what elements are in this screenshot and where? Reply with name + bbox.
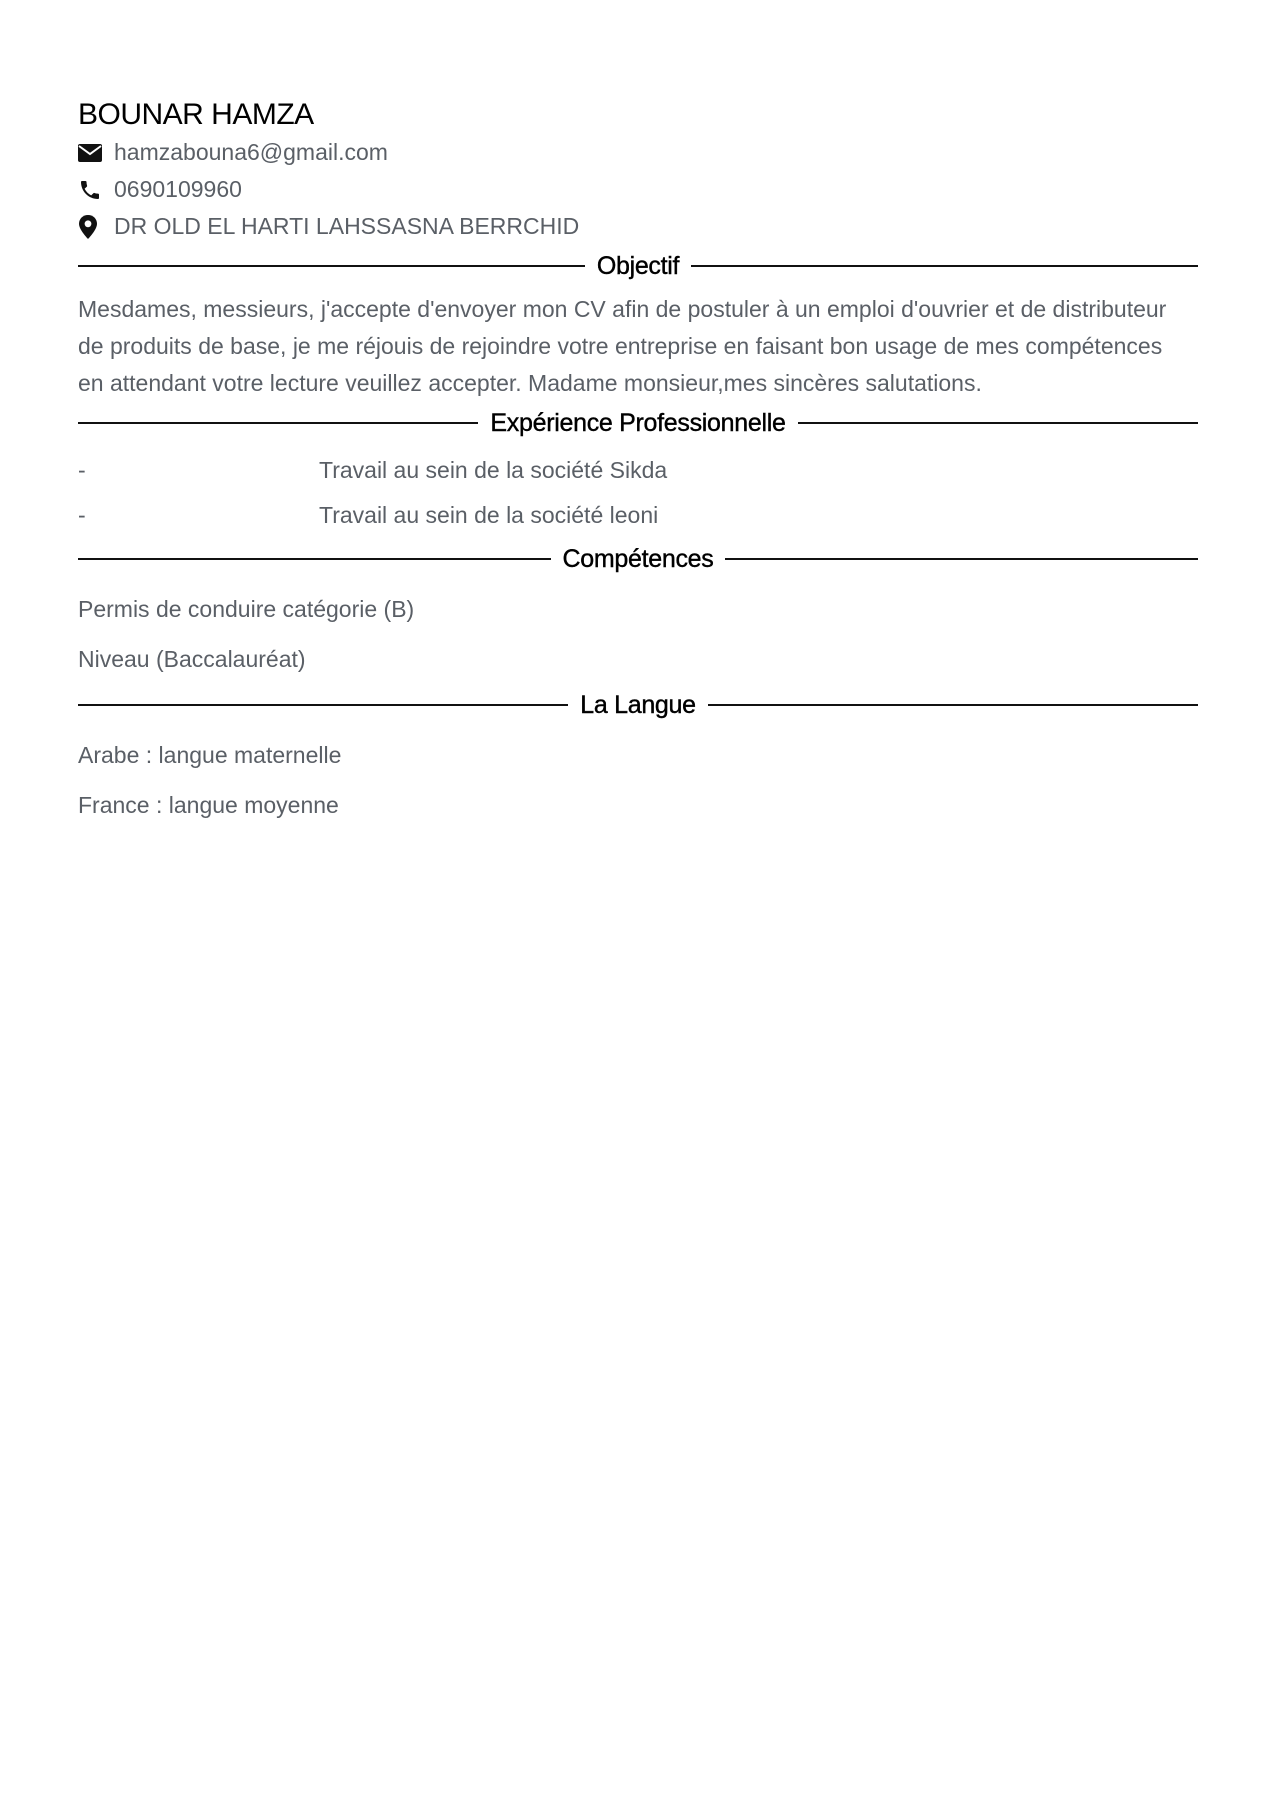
divider-left <box>78 704 568 706</box>
objectif-text: Mesdames, messieurs, j'accepte d'envoyer mon CV afin de postuler à un emploi d'ouvrier et de distributeur de produits de base, je me réjouis de rejoindre votre entreprise en faisant bon usage de mes compétences en attendant votre lecture veuillez accepter. Madame monsieur,mes sincères salutations. <box>78 296 1167 396</box>
section-heading: La Langue <box>580 690 696 719</box>
address-text: DR OLD EL HARTI LAHSSASNA BERRCHID <box>114 213 580 239</box>
cv-page <box>78 96 1198 830</box>
divider-right <box>725 558 1198 560</box>
section-title-langue <box>78 686 1198 724</box>
list-bullet: - <box>78 457 86 483</box>
section-title-competences <box>78 540 1198 578</box>
envelope-icon <box>78 144 114 162</box>
phone-text: 0690109960 <box>114 176 242 202</box>
email-row <box>78 134 1198 171</box>
skill-item: Niveau (Baccalauréat) <box>78 646 306 672</box>
language-item: Arabe : langue maternelle <box>78 742 342 768</box>
phone-icon <box>78 178 114 202</box>
map-pin-icon <box>78 215 114 239</box>
divider-right <box>691 265 1198 267</box>
section-title-objectif <box>78 247 1198 285</box>
candidate-name: BOUNAR HAMZA <box>78 98 314 131</box>
divider-right <box>798 422 1198 424</box>
address-row <box>78 208 1198 245</box>
divider-left <box>78 558 551 560</box>
divider-left <box>78 422 478 424</box>
section-title-experience <box>78 404 1198 442</box>
skill-item: Permis de conduire catégorie (B) <box>78 596 415 622</box>
experience-text: Travail au sein de la société Sikda <box>319 457 668 483</box>
experience-item <box>78 493 1198 538</box>
language-item: France : langue moyenne <box>78 792 339 818</box>
experience-item <box>78 448 1198 493</box>
divider-right <box>708 704 1198 706</box>
divider-left <box>78 265 585 267</box>
email-text: hamzabouna6@gmail.com <box>114 139 388 165</box>
section-heading: Compétences <box>562 544 714 573</box>
list-bullet: - <box>78 502 86 528</box>
section-heading: Expérience Professionnelle <box>490 408 786 437</box>
phone-row <box>78 171 1198 208</box>
section-heading: Objectif <box>596 251 680 280</box>
experience-text: Travail au sein de la société leoni <box>319 502 659 528</box>
